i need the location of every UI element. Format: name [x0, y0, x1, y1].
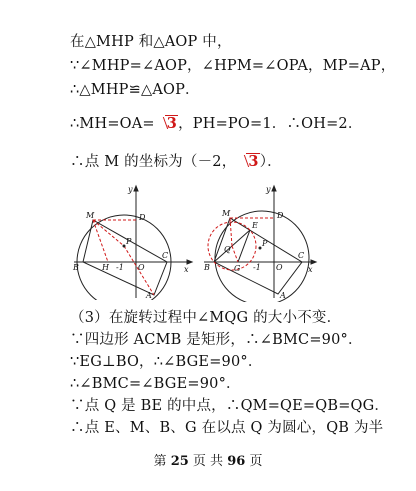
figure-2 — [198, 182, 318, 302]
y-axis-arrow — [272, 186, 276, 191]
line-5 — [70, 152, 282, 172]
line-2: ∵∠MHP=∠AOP，∠HPM=∠OPA，MP=AP， — [70, 58, 396, 74]
line-1: 在△MHP 和△AOP 中， — [70, 34, 232, 50]
footer-total-pages: 96 — [227, 454, 246, 469]
label-a: A — [146, 291, 152, 300]
label-a: A — [280, 291, 286, 300]
line-6: （3）在旋转过程中∠MQG 的大小不变． — [70, 310, 342, 326]
x-axis-arrow — [187, 260, 192, 264]
sqrt-3: 3 — [237, 152, 258, 172]
footer-mid: 页 共 — [192, 454, 224, 469]
label-d: D — [277, 211, 284, 220]
label-c: C — [162, 251, 169, 260]
label-neg1: -1 — [253, 263, 261, 272]
segment-m-p — [93, 220, 124, 246]
label-p: P — [262, 239, 268, 248]
line-4 — [70, 114, 363, 134]
label-p: P — [126, 237, 132, 246]
line-4-part-a: ∴MH=OA= — [70, 116, 155, 132]
label-g: G — [234, 264, 241, 273]
label-m: M — [86, 211, 95, 220]
label-c: C — [298, 251, 305, 260]
footer-post: 页 — [249, 454, 263, 469]
line-7: ∵四边形 ACMB 是矩形，∴∠BMC=90°． — [70, 332, 363, 348]
rectangle-acmb — [214, 218, 305, 294]
label-d: D — [139, 213, 146, 222]
line-3: ∴△MHP≌△AOP． — [70, 82, 200, 98]
label-b: B — [204, 263, 210, 272]
line-5-part-b: ）． — [259, 154, 282, 170]
label-x: x — [308, 265, 313, 274]
line-10: ∵点 Q 是 BE 的中点，∴QM=QE=QB=QG． — [70, 398, 390, 414]
label-neg1: -1 — [116, 263, 124, 272]
label-q: Q — [224, 245, 231, 254]
y-axis-arrow — [134, 186, 138, 191]
rectangle-acmb — [83, 220, 167, 295]
label-h: H — [102, 263, 109, 272]
label-y: y — [266, 185, 271, 194]
figure-1 — [66, 182, 196, 300]
footer-page-number: 25 — [170, 454, 189, 469]
label-o: O — [276, 263, 283, 272]
line-5-part-a: ∴点 M 的坐标为（－2， — [70, 154, 237, 170]
label-y: y — [128, 185, 133, 194]
footer-pre: 第 — [153, 454, 167, 469]
line-9: ∴∠BMC=∠BGE=90°． — [70, 376, 241, 392]
sqrt-3: 3 — [156, 114, 177, 134]
line-4-part-b: ，PH=PO=1．∴OH=2． — [178, 116, 363, 132]
segment-m-h — [93, 220, 108, 262]
x-axis-arrow — [311, 260, 316, 264]
line-8: ∵EG⊥BO，∴∠BGE=90°． — [70, 354, 263, 370]
label-e: E — [252, 221, 258, 230]
label-m: M — [222, 209, 231, 218]
line-11: ∴点 E、M、B、G 在以点 Q 为圆心，QB 为半 — [70, 420, 384, 436]
label-o: O — [138, 263, 145, 272]
segment-q-g — [232, 246, 238, 262]
label-b: B — [73, 263, 79, 272]
page-footer — [0, 450, 416, 469]
circle — [215, 211, 309, 302]
label-x: x — [184, 265, 189, 274]
